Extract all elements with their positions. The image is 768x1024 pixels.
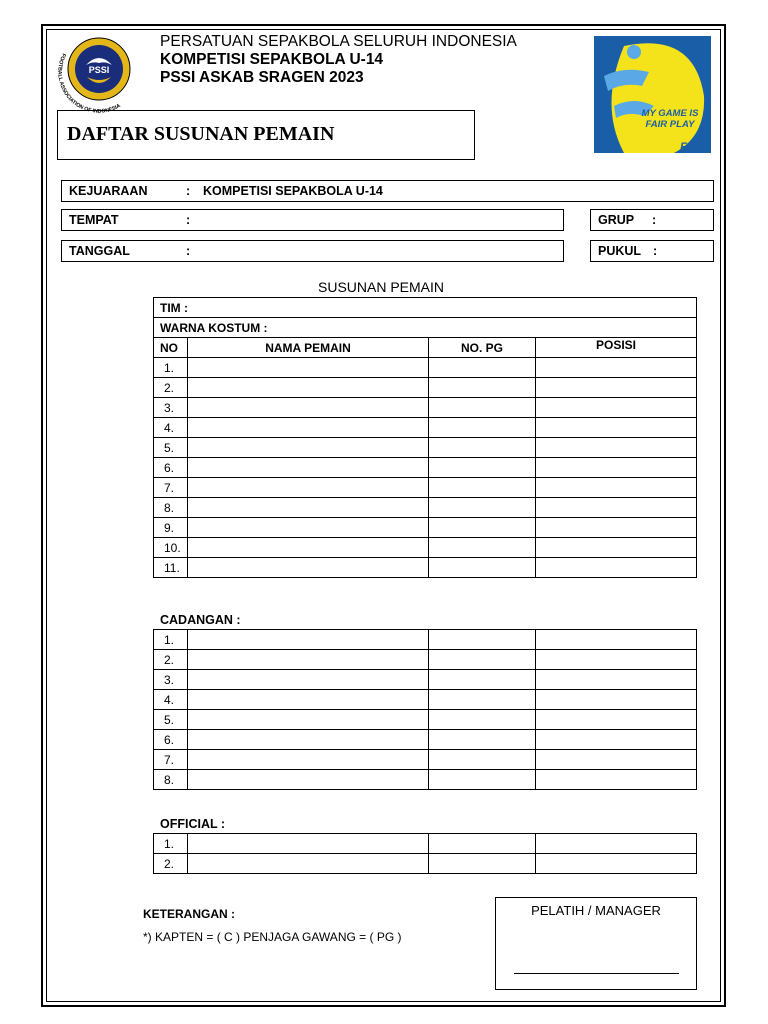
player-nama-cell[interactable] <box>188 518 429 538</box>
substitute-posisi-cell[interactable] <box>536 690 697 710</box>
player-row <box>154 438 697 458</box>
player-nama-cell[interactable] <box>188 358 429 378</box>
player-nama-cell[interactable] <box>188 498 429 518</box>
grup-label: GRUP <box>598 213 635 227</box>
substitute-no-pg-cell[interactable] <box>429 730 536 750</box>
player-row <box>154 478 697 498</box>
official-posisi-cell[interactable] <box>536 834 697 854</box>
substitute-no-cell: 3. <box>154 670 188 690</box>
pssi-logo-ring-text: FOOTBALL ASSOCIATION OF INDONESIA <box>56 52 122 113</box>
player-nama-cell[interactable] <box>188 438 429 458</box>
substitute-no-pg-cell[interactable] <box>429 650 536 670</box>
player-no-cell: 9. <box>154 518 188 538</box>
official-nama-cell[interactable] <box>188 834 429 854</box>
player-no-pg-cell[interactable] <box>429 538 536 558</box>
player-no-cell: 1. <box>154 358 188 378</box>
player-posisi-cell[interactable] <box>536 378 697 398</box>
player-row <box>154 558 697 578</box>
substitute-no-cell: 8. <box>154 770 188 790</box>
kejuaraan-field[interactable] <box>61 180 714 202</box>
substitute-posisi-cell[interactable] <box>536 670 697 690</box>
pssi-logo-text: PSSI <box>88 65 110 75</box>
substitute-posisi-cell[interactable] <box>536 770 697 790</box>
substitute-row <box>154 650 697 670</box>
player-row <box>154 358 697 378</box>
player-no-cell: 8. <box>154 498 188 518</box>
fifa-fair-play-logo <box>594 36 711 153</box>
player-posisi-cell[interactable] <box>536 358 697 378</box>
cadangan-table <box>153 629 697 790</box>
player-nama-cell[interactable] <box>188 418 429 438</box>
player-no-pg-cell[interactable] <box>429 458 536 478</box>
section-title: SUSUNAN PEMAIN <box>318 279 445 295</box>
warna-row <box>154 318 697 338</box>
tanggal-field[interactable] <box>61 240 564 262</box>
substitute-no-pg-cell[interactable] <box>429 690 536 710</box>
substitute-no-pg-cell[interactable] <box>429 630 536 650</box>
substitute-row <box>154 770 697 790</box>
player-posisi-cell[interactable] <box>536 498 697 518</box>
grup-field[interactable] <box>590 209 714 231</box>
substitute-no-pg-cell[interactable] <box>429 750 536 770</box>
player-row <box>154 518 697 538</box>
player-no-pg-cell[interactable] <box>429 478 536 498</box>
organizer-year: PSSI ASKAB SRAGEN 2023 <box>160 69 364 86</box>
player-no-pg-cell[interactable] <box>429 398 536 418</box>
substitute-no-cell: 2. <box>154 650 188 670</box>
pssi-logo <box>53 31 145 113</box>
substitute-nama-cell[interactable] <box>188 770 429 790</box>
player-no-pg-cell[interactable] <box>429 378 536 398</box>
player-row <box>154 458 697 478</box>
substitute-posisi-cell[interactable] <box>536 630 697 650</box>
tim-row <box>154 298 697 318</box>
substitute-row <box>154 690 697 710</box>
player-no-cell: 2. <box>154 378 188 398</box>
substitute-no-cell: 7. <box>154 750 188 770</box>
official-table <box>153 833 697 874</box>
substitute-row <box>154 750 697 770</box>
kejuaraan-label: KEJUARAAN <box>69 184 148 198</box>
official-no-cell: 1. <box>154 834 188 854</box>
player-no-pg-cell[interactable] <box>429 358 536 378</box>
player-nama-cell[interactable] <box>188 558 429 578</box>
player-no-pg-cell[interactable] <box>429 518 536 538</box>
cadangan-label: CADANGAN : <box>160 613 241 627</box>
signature-line[interactable] <box>514 973 679 974</box>
substitute-nama-cell[interactable] <box>188 630 429 650</box>
org-name: PERSATUAN SEPAKBOLA SELURUH INDONESIA <box>160 33 517 50</box>
substitute-no-cell: 5. <box>154 710 188 730</box>
warna-kostum-cell[interactable]: WARNA KOSTUM : <box>154 318 697 338</box>
tanggal-colon: : <box>186 244 191 258</box>
player-no-pg-cell[interactable] <box>429 438 536 458</box>
tanggal-label: TANGGAL <box>69 244 130 258</box>
player-nama-cell[interactable] <box>188 478 429 498</box>
keterangan-label: KETERANGAN : <box>143 907 235 921</box>
official-row <box>154 834 697 854</box>
player-no-cell: 5. <box>154 438 188 458</box>
col-no-pg: NO. PG <box>429 338 536 358</box>
substitute-nama-cell[interactable] <box>188 650 429 670</box>
col-no: NO <box>154 338 188 358</box>
col-nama-pemain: NAMA PEMAIN <box>188 338 429 358</box>
player-posisi-cell[interactable] <box>536 398 697 418</box>
player-posisi-cell[interactable] <box>536 438 697 458</box>
signature-box <box>495 897 697 990</box>
official-no-pg-cell[interactable] <box>429 834 536 854</box>
grup-colon: : <box>652 213 657 227</box>
player-row <box>154 378 697 398</box>
official-no-pg-cell[interactable] <box>429 854 536 874</box>
kejuaraan-colon: : <box>186 184 191 198</box>
substitute-posisi-cell[interactable] <box>536 730 697 750</box>
substitute-nama-cell[interactable] <box>188 670 429 690</box>
title-box <box>57 110 475 160</box>
official-nama-cell[interactable] <box>188 854 429 874</box>
player-row <box>154 498 697 518</box>
substitute-posisi-cell[interactable] <box>536 710 697 730</box>
player-posisi-cell[interactable] <box>536 538 697 558</box>
player-posisi-cell[interactable] <box>536 458 697 478</box>
substitute-row <box>154 710 697 730</box>
pukul-label: PUKUL <box>598 244 642 258</box>
player-posisi-cell[interactable] <box>536 418 697 438</box>
substitute-nama-cell[interactable] <box>188 730 429 750</box>
lineup-table <box>153 297 697 578</box>
player-no-cell: 11. <box>154 558 188 578</box>
pukul-colon: : <box>653 244 658 258</box>
player-no-cell: 4. <box>154 418 188 438</box>
fair-play-text-1: MY GAME IS <box>641 108 699 119</box>
substitute-row <box>154 630 697 650</box>
player-nama-cell[interactable] <box>188 458 429 478</box>
player-no-cell: 7. <box>154 478 188 498</box>
player-posisi-cell[interactable] <box>536 518 697 538</box>
substitute-no-pg-cell[interactable] <box>429 710 536 730</box>
substitute-row <box>154 670 697 690</box>
keterangan-note: *) KAPTEN = ( C ) PENJAGA GAWANG = ( PG ) <box>143 930 402 944</box>
substitute-nama-cell[interactable] <box>188 710 429 730</box>
substitute-row <box>154 730 697 750</box>
tempat-label: TEMPAT <box>69 213 119 227</box>
player-no-cell: 6. <box>154 458 188 478</box>
official-posisi-cell[interactable] <box>536 854 697 874</box>
pukul-field[interactable] <box>590 240 714 262</box>
substitute-nama-cell[interactable] <box>188 690 429 710</box>
competition-name: KOMPETISI SEPAKBOLA U-14 <box>160 51 384 68</box>
fifa-brand-text: FIFA <box>680 141 704 153</box>
official-label: OFFICIAL : <box>160 817 226 831</box>
player-row <box>154 418 697 438</box>
tempat-field[interactable] <box>61 209 564 231</box>
player-no-pg-cell[interactable] <box>429 558 536 578</box>
substitute-posisi-cell[interactable] <box>536 750 697 770</box>
substitute-no-pg-cell[interactable] <box>429 770 536 790</box>
document-title: DAFTAR SUSUNAN PEMAIN <box>67 123 335 145</box>
substitute-no-cell: 1. <box>154 630 188 650</box>
substitute-posisi-cell[interactable] <box>536 650 697 670</box>
tim-cell[interactable]: TIM : <box>154 298 697 318</box>
player-no-cell: 10. <box>154 538 188 558</box>
player-no-pg-cell[interactable] <box>429 418 536 438</box>
official-no-cell: 2. <box>154 854 188 874</box>
substitute-nama-cell[interactable] <box>188 750 429 770</box>
player-posisi-cell[interactable] <box>536 558 697 578</box>
player-nama-cell[interactable] <box>188 398 429 418</box>
player-nama-cell[interactable] <box>188 378 429 398</box>
player-row <box>154 538 697 558</box>
player-no-pg-cell[interactable] <box>429 498 536 518</box>
substitute-no-cell: 6. <box>154 730 188 750</box>
player-nama-cell[interactable] <box>188 538 429 558</box>
substitute-no-cell: 4. <box>154 690 188 710</box>
player-row <box>154 398 697 418</box>
substitute-no-pg-cell[interactable] <box>429 670 536 690</box>
col-posisi: POSISI <box>536 338 697 358</box>
player-no-cell: 3. <box>154 398 188 418</box>
fair-play-text-2: FAIR PLAY <box>645 119 695 130</box>
kejuaraan-value: KOMPETISI SEPAKBOLA U-14 <box>203 184 383 198</box>
signature-title: PELATIH / MANAGER <box>531 903 661 918</box>
official-row <box>154 854 697 874</box>
player-posisi-cell[interactable] <box>536 478 697 498</box>
tempat-colon: : <box>186 213 191 227</box>
header-row <box>154 338 697 358</box>
